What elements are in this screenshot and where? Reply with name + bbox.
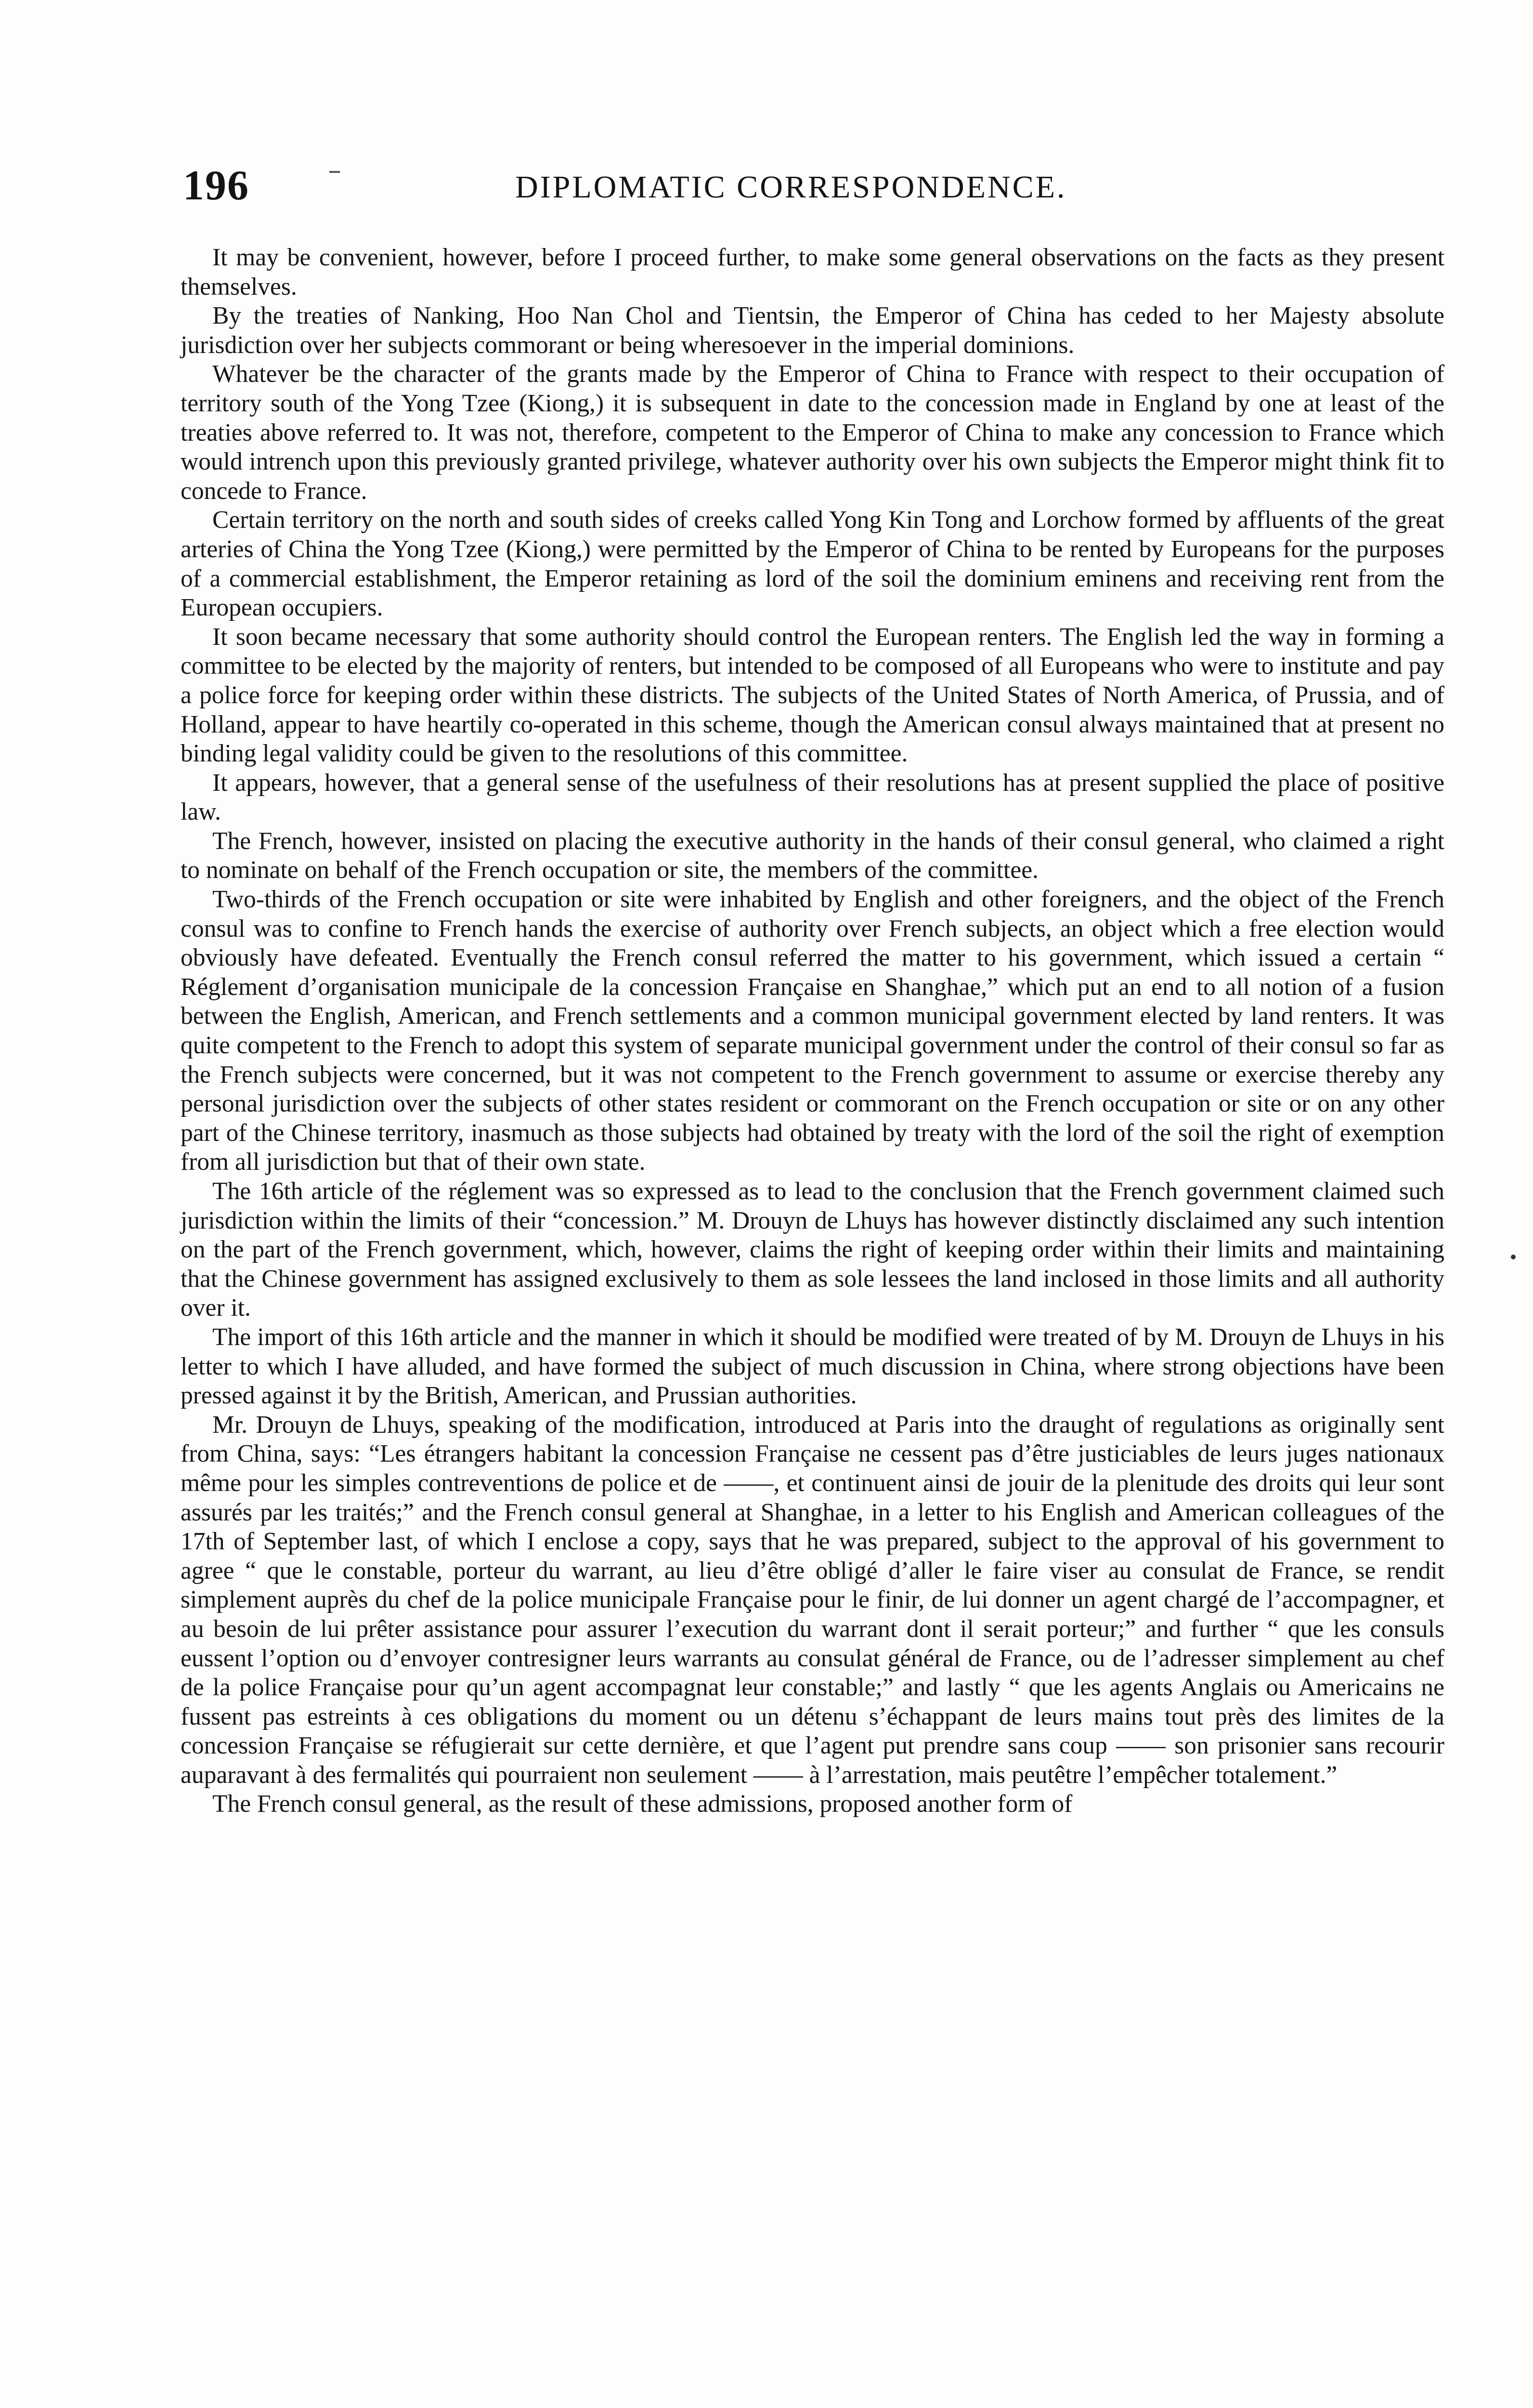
paragraph: Two-thirds of the French occupation or site were inhabited by English and other foreigners, and the object of the French consul was to confine to French hands the exercise of authority over French subjects, an object which a free election would obviously have defeated. Eventually the French consul referred the matter to his government, which issued a certain “ Réglement d’organisation municipale de la concession Française en Shanghae,” which put an end to all notion of a fusion between the English, American, and French settlements and a common municipal government elected by land renters. It was quite competent to the French to adopt this system of separate municipal government under the control of their consul so far as the French subjects were concerned, but it was not competent to the French government to assume or exercise thereby any personal jurisdiction over the subjects of other states resident or commorant on the French occupation or site or on any other part of the Chinese territory, inasmuch as those subjects had obtained by treaty with the lord of the soil the right of exemption from all jurisdiction but that of their own state. xyxy=(181,886,1444,1176)
paragraph: The 16th article of the réglement was so expressed as to lead to the conclusion that the French government claimed such jurisdiction within the limits of their “concession.” M. Drouyn de Lhuys has however distinctly disclaimed any such intention on the part of the French government, which, however, claims the right of keeping order within their limits and maintaining that the Chinese government has assigned exclusively to them as sole lessees the land inclosed in those limits and all authority over it. xyxy=(181,1178,1444,1322)
page-header xyxy=(183,161,1444,214)
paragraph: Certain territory on the north and south sides of creeks called Yong Kin Tong and Lorchow formed by affluents of the great arteries of China the Yong Tzee (Kiong,) were permitted by the Emperor of China to be rented by Europeans for the purposes of a commercial establishment, the Emperor retaining as lord of the soil the dominium eminens and receiving rent from the European occupiers. xyxy=(181,506,1444,622)
margin-dot xyxy=(1511,1255,1516,1259)
running-title: DIPLOMATIC CORRESPONDENCE. xyxy=(515,170,1067,205)
paragraph: Whatever be the character of the grants made by the Emperor of China to France with respect to their occupation of territory south of the Yong Tzee (Kiong,) it is subsequent in date to the concession made in England by one at least of the treaties above referred to. It was not, therefore, competent to the Emperor of China to make any concession to France which would intrench upon this previously granted privilege, whatever authority over his own subjects the Emperor might think fit to concede to France. xyxy=(181,360,1444,505)
page-number: 196 xyxy=(183,162,249,209)
paragraph: It appears, however, that a general sense of the usefulness of their resolutions has at present supplied the place of positive law. xyxy=(181,769,1444,826)
stray-mark xyxy=(329,171,340,173)
body-text xyxy=(181,243,1444,1819)
paragraph: The import of this 16th article and the manner in which it should be modified were treated of by M. Drouyn de Lhuys in his letter to which I have alluded, and have formed the subject of much discussion in China, where strong objections have been pressed against it by the British, American, and Prussian authorities. xyxy=(181,1323,1444,1410)
paragraph: It may be convenient, however, before I proceed further, to make some general observations on the facts as they present themselves. xyxy=(181,244,1444,301)
paragraph: The French consul general, as the result of these admissions, proposed another form of xyxy=(212,1790,1073,1818)
paragraph: By the treaties of Nanking, Hoo Nan Chol and Tientsin, the Emperor of China has ceded to her Majesty absolute jurisdiction over her subjects commorant or being wheresoever in the imperial dominions. xyxy=(181,302,1444,359)
paragraph: Mr. Drouyn de Lhuys, speaking of the modification, introduced at Paris into the draught of regulations as originally sent from China, says: “Les étrangers habitant la concession Française ne cessent pas d’être justiciables de leurs juges nationaux même pour les simples contreventions de police et de ——, et continuent ainsi de jouir de la plenitude des droits qui leur sont assurés par les traités;” and the French consul general at Shanghae, in a letter to his English and American colleagues of the 17th of September last, of which I enclose a copy, says that he was prepared, subject to the approval of his government to agree “ que le constable, porteur du warrant, au lieu d’être obligé d’aller le faire viser au consulat de France, se rendit simplement auprès du chef de la police municipale Française pour le finir, de lui donner un agent chargé de l’accompagner, et au besoin de lui prêter assistance pour assurer l’execution du warrant dont il serait porteur;” and further “ que les consuls eussent l’option ou d’envoyer contresigner leurs warrants au consulat général de France, ou de l’adresser simplement au chef de la police Française pour qu’un agent accompagnat leur constable;” and lastly “ que les agents Anglais ou Americains ne fussent pas estreints à ces obligations du moment ou un détenu s’échappant de leurs mains tout près des limites de la concession Française se réfugierait sur cette dernière, et que l’agent put prendre sans coup —— son prisonier sans recourir auparavant à des fermalités qui pourraient non seulement —— à l’arrestation, mais peutêtre l’empêcher totalement.” xyxy=(181,1411,1444,1789)
paragraph: The French, however, insisted on placing the executive authority in the hands of their consul general, who claimed a right to nominate on behalf of the French occupation or site, the members of the committee. xyxy=(181,827,1444,884)
paragraph: It soon became necessary that some authority should control the European renters. The English led the way in forming a committee to be elected by the majority of renters, but intended to be composed of all Europeans who were to institute and pay a police force for keeping order within these districts. The subjects of the United States of North America, of Prussia, and of Holland, appear to have heartily co-operated in this scheme, though the American consul always maintained that at present no binding legal validity could be given to the resolutions of this committee. xyxy=(181,623,1444,768)
